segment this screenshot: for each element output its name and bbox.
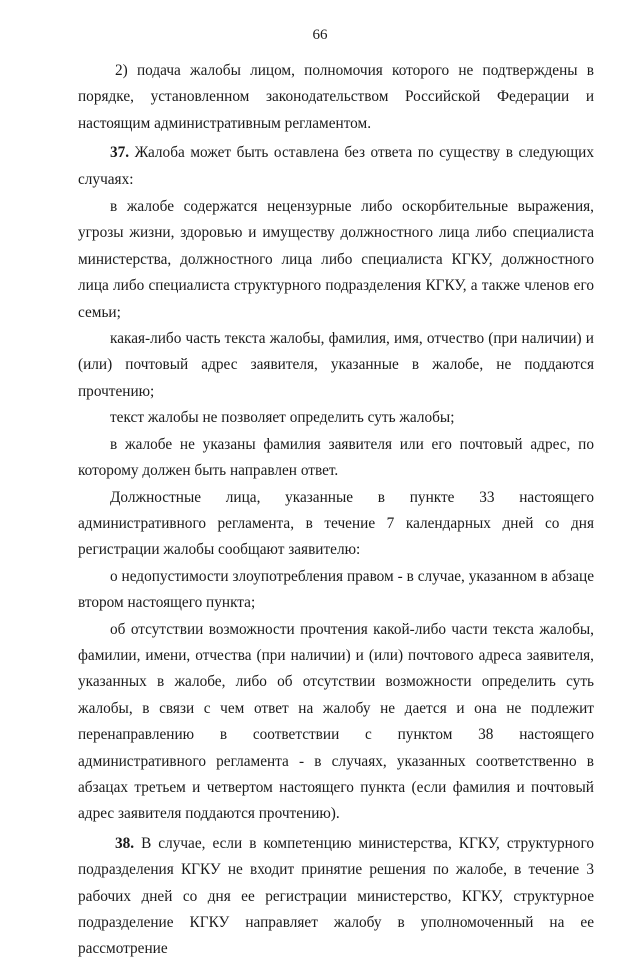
document-body <box>78 58 594 963</box>
paragraph-no-possibility: об отсутствии возможности прочтения какой-либо части текста жалобы, фамилии, имени, отчества (при наличии) и (или) почтового адреса заявителя, указанных в жалобе, либо об отсутствии возможности определить суть жалобы, в связи с чем ответ на жалобу не дается и она не подлежит перенаправлению в соответствии с пунктом 38 настоящего административного регламента - в случаях, указанных соответственно в абзацах третьем и четвертом настоящего пункта (если фамилия и почтовый адрес заявителя поддаются прочтению). <box>78 620 594 823</box>
paragraph-abuse-of-right: о недопустимости злоупотребления правом - в случае, указанном в абзаце втором настоящего пункта; <box>78 567 594 612</box>
paragraph-no-surname: в жалобе не указаны фамилия заявителя или его почтовый адрес, по которому должен быть направлен ответ. <box>78 435 594 480</box>
section-number-37: 37. <box>110 144 130 162</box>
paragraph-undefined-essence: текст жалобы не позволяет определить суть жалобы; <box>110 409 455 427</box>
section-38-text: В случае, если в компетенцию министерства, КГКУ, структурного подразделения КГКУ не входит принятие решения по жалобе, в течение 3 рабочих дней со дня ее регистрации министерство, КГКУ, структурное подразделение КГКУ направляет жалобу в уполномоченный на ее рассмотрение <box>78 834 594 958</box>
section-number-38: 38. <box>115 834 135 852</box>
paragraph-section-38 <box>78 831 594 963</box>
paragraph-section-37 <box>78 140 594 193</box>
paragraph-item-2: 2) подача жалобы лицом, полномочия которого не подтверждены в порядке, установленном законодательством Российской Федерации и настоящим административным регламентом. <box>78 62 594 132</box>
section-37-text: Жалоба может быть оставлена без ответа по существу в следующих случаях: <box>78 144 594 188</box>
paragraph-obscene-expressions: в жалобе содержатся нецензурные либо оскорбительные выражения, угрозы жизни, здоровью и имуществу должностного лица либо специалиста министерства, должностного лица либо специалиста КГКУ, должностного лица либо специалиста структурного подразделения КГКУ, а также членов его семьи; <box>78 198 594 321</box>
paragraph-unreadable-text: какая-либо часть текста жалобы, фамилия, имя, отчество (при наличии) и (или) почтовый адрес заявителя, указанные в жалобе, не поддаются прочтению; <box>78 330 594 400</box>
page-number: 66 <box>312 27 328 43</box>
paragraph-officials-notify: Должностные лица, указанные в пункте 33 настоящего административного регламента, в течение 7 календарных дней со дня регистрации жалобы сообщают заявителю: <box>78 488 594 559</box>
